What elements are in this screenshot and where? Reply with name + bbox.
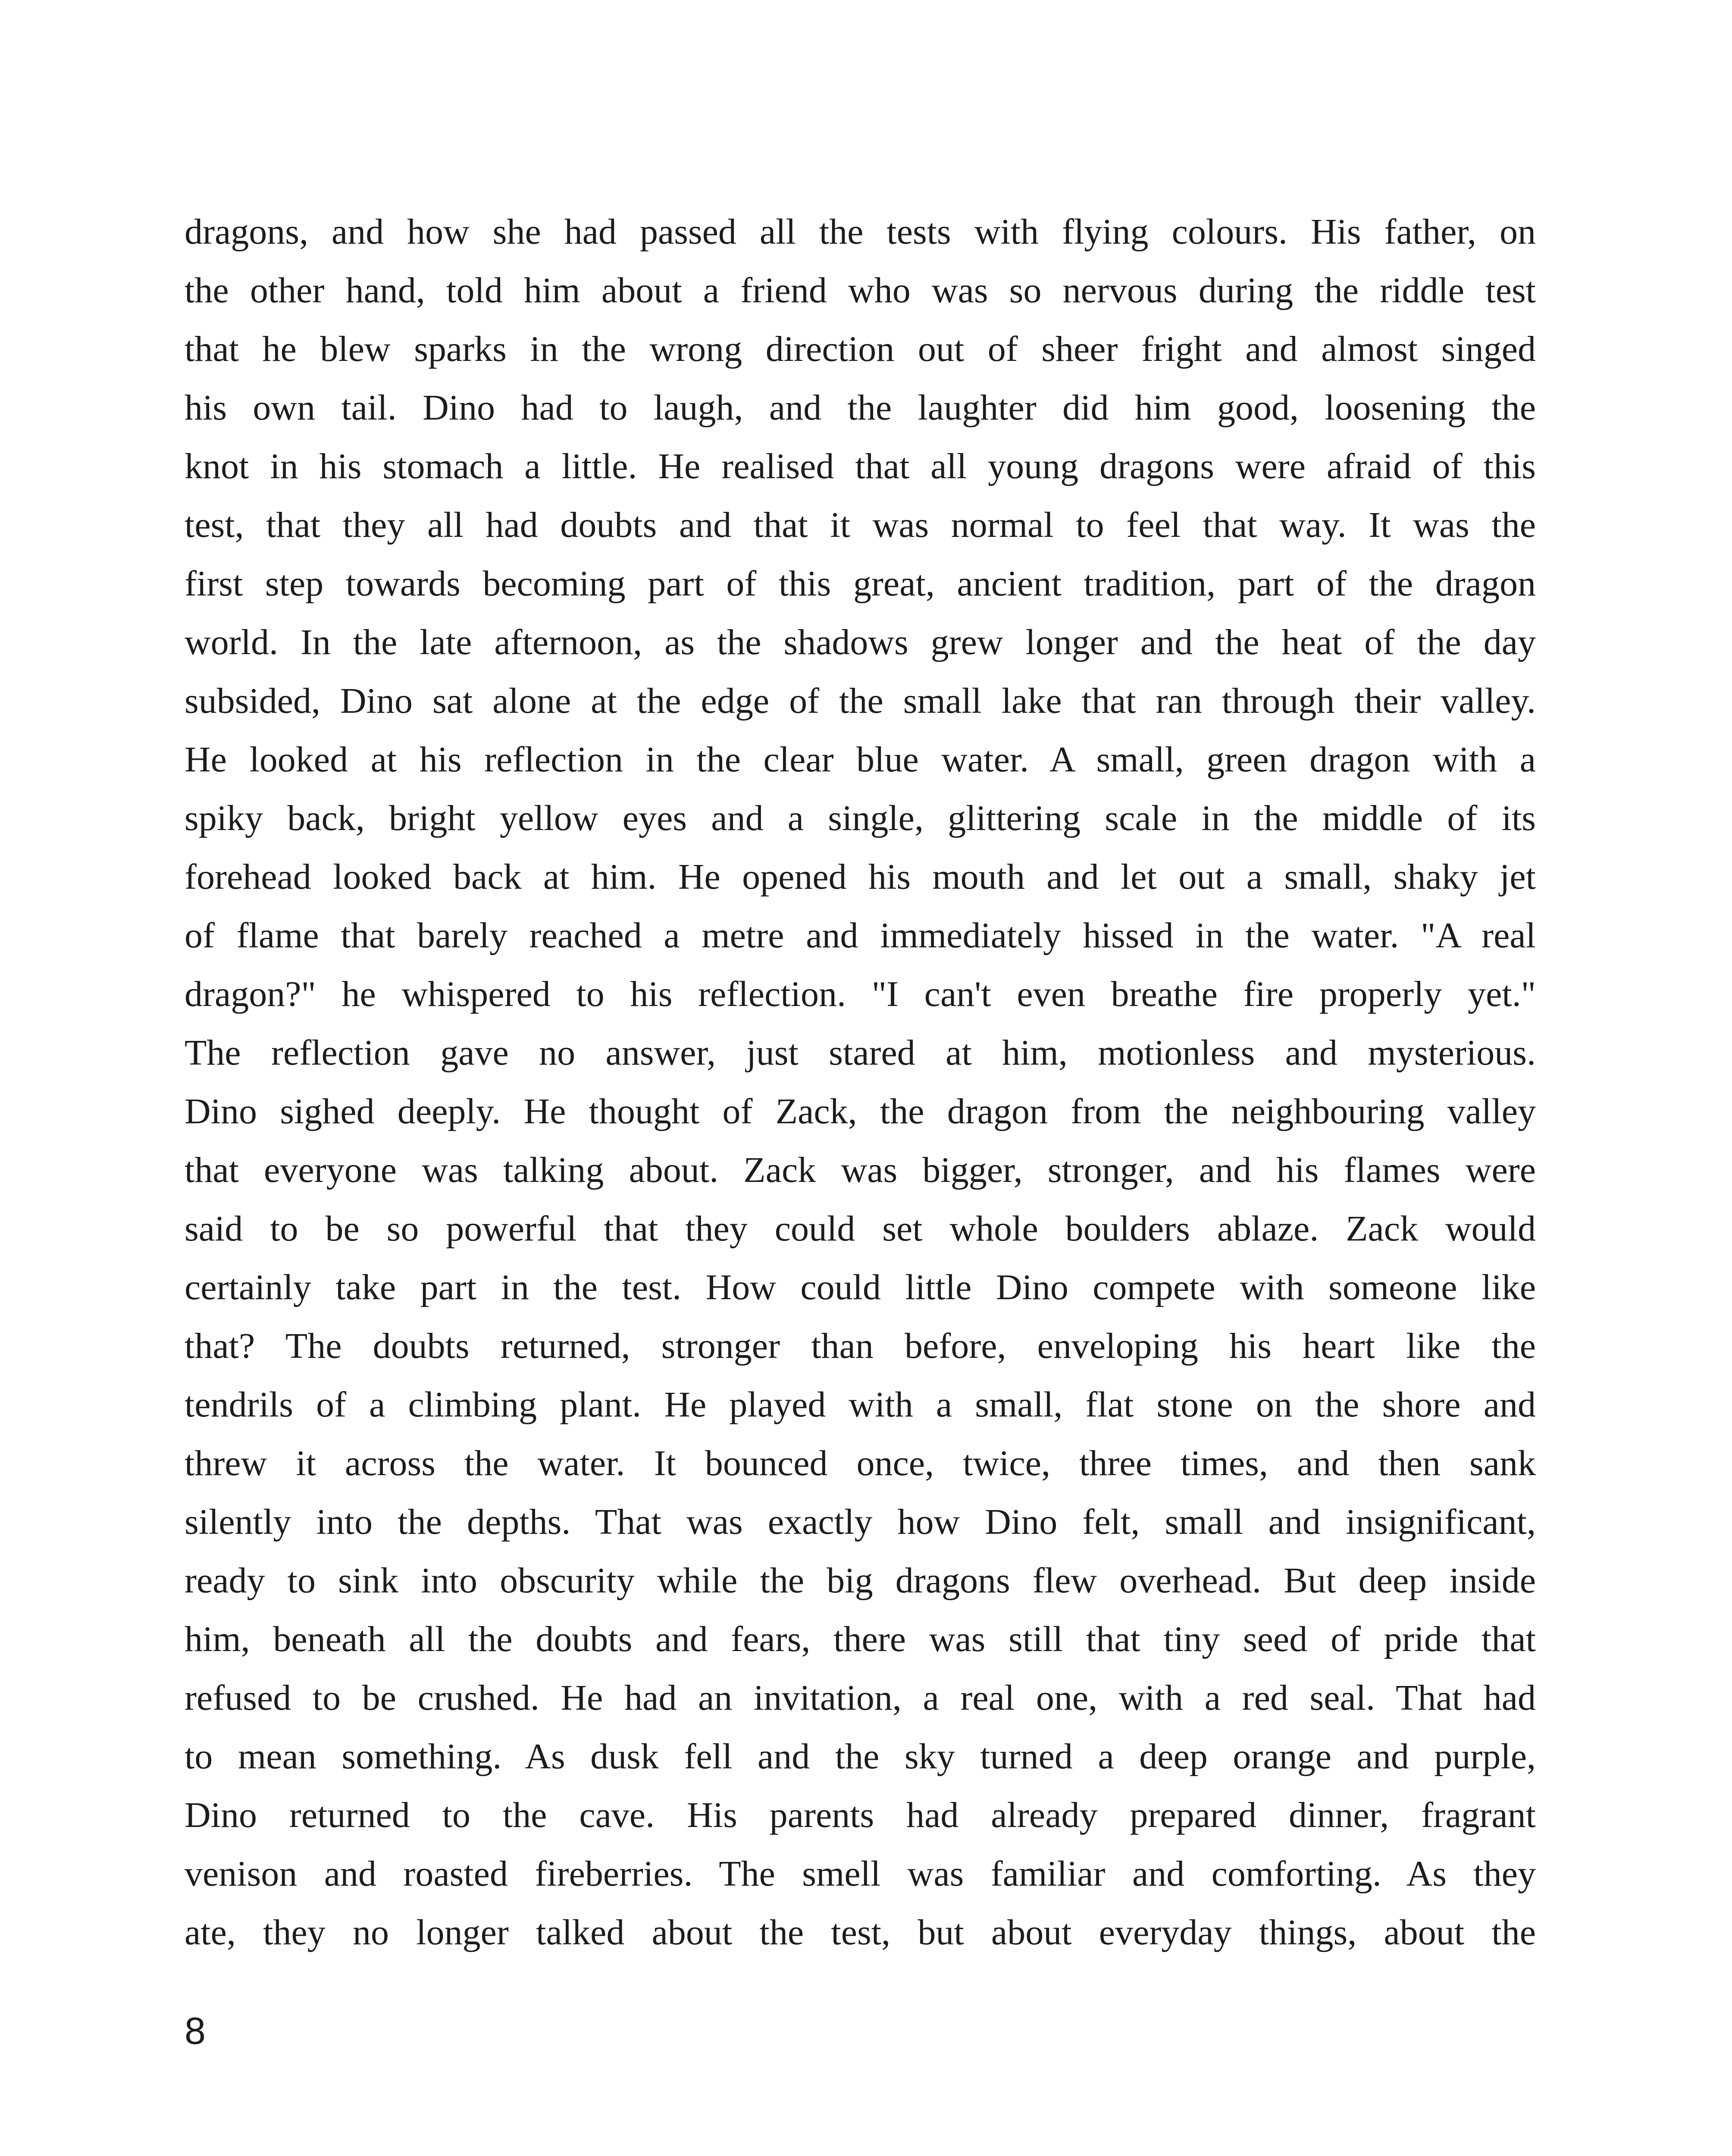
- text-line: him, beneath all the doubts and fears, there was still that tiny seed of pride that: [185, 1619, 1536, 1659]
- text-line: refused to be crushed. He had an invitation, a real one, with a red seal. That had: [185, 1678, 1536, 1718]
- text-line: The reflection gave no answer, just stared at him, motionless and mysterious.: [185, 1033, 1536, 1073]
- text-line: ate, they no longer talked about the test, but about everyday things, about the: [185, 1912, 1536, 1952]
- text-line: that he blew sparks in the wrong direction out of sheer fright and almost singed: [185, 329, 1536, 369]
- text-line: that? The doubts returned, stronger than before, enveloping his heart like the: [185, 1326, 1536, 1366]
- text-line: ready to sink into obscurity while the big dragons flew overhead. But deep inside: [185, 1561, 1536, 1601]
- text-line: dragon?" he whispered to his reflection. "I can't even breathe fire properly yet.": [185, 974, 1536, 1014]
- text-line: silently into the depths. That was exactly how Dino felt, small and insignificant,: [185, 1502, 1536, 1542]
- text-line: spiky back, bright yellow eyes and a single, glittering scale in the middle of its: [185, 798, 1536, 838]
- text-line: that everyone was talking about. Zack was bigger, stronger, and his flames were: [185, 1150, 1536, 1190]
- text-line: said to be so powerful that they could set whole boulders ablaze. Zack would: [185, 1209, 1536, 1249]
- text-line: test, that they all had doubts and that it was normal to feel that way. It was the: [185, 505, 1536, 545]
- text-line: of flame that barely reached a metre and immediately hissed in the water. "A real: [185, 915, 1536, 956]
- text-line: Dino returned to the cave. His parents had already prepared dinner, fragrant: [185, 1795, 1536, 1835]
- page-number: 8: [185, 2009, 206, 2052]
- text-line: knot in his stomach a little. He realised that all young dragons were afraid of this: [185, 446, 1536, 486]
- text-line: dragons, and how she had passed all the tests with flying colours. His father, on: [185, 212, 1536, 252]
- body-text: [185, 203, 1536, 1962]
- text-line: venison and roasted fireberries. The smell was familiar and comforting. As they: [185, 1854, 1536, 1894]
- text-line: certainly take part in the test. How could little Dino compete with someone like: [185, 1267, 1536, 1307]
- text-line: threw it across the water. It bounced once, twice, three times, and then sank: [185, 1443, 1536, 1483]
- text-line: forehead looked back at him. He opened his mouth and let out a small, shaky jet: [185, 857, 1536, 897]
- text-line: Dino sighed deeply. He thought of Zack, the dragon from the neighbouring valley: [185, 1091, 1536, 1131]
- text-line: subsided, Dino sat alone at the edge of the small lake that ran through their valley.: [185, 681, 1536, 721]
- text-line: first step towards becoming part of this great, ancient tradition, part of the dragon: [185, 564, 1536, 604]
- text-line: world. In the late afternoon, as the shadows grew longer and the heat of the day: [185, 622, 1536, 662]
- text-line: to mean something. As dusk fell and the sky turned a deep orange and purple,: [185, 1736, 1536, 1777]
- text-line: his own tail. Dino had to laugh, and the laughter did him good, loosening the: [185, 388, 1536, 428]
- text-line: the other hand, told him about a friend who was so nervous during the riddle test: [185, 270, 1536, 310]
- text-line: He looked at his reflection in the clear blue water. A small, green dragon with a: [185, 740, 1536, 780]
- text-line: tendrils of a climbing plant. He played with a small, flat stone on the shore and: [185, 1385, 1536, 1425]
